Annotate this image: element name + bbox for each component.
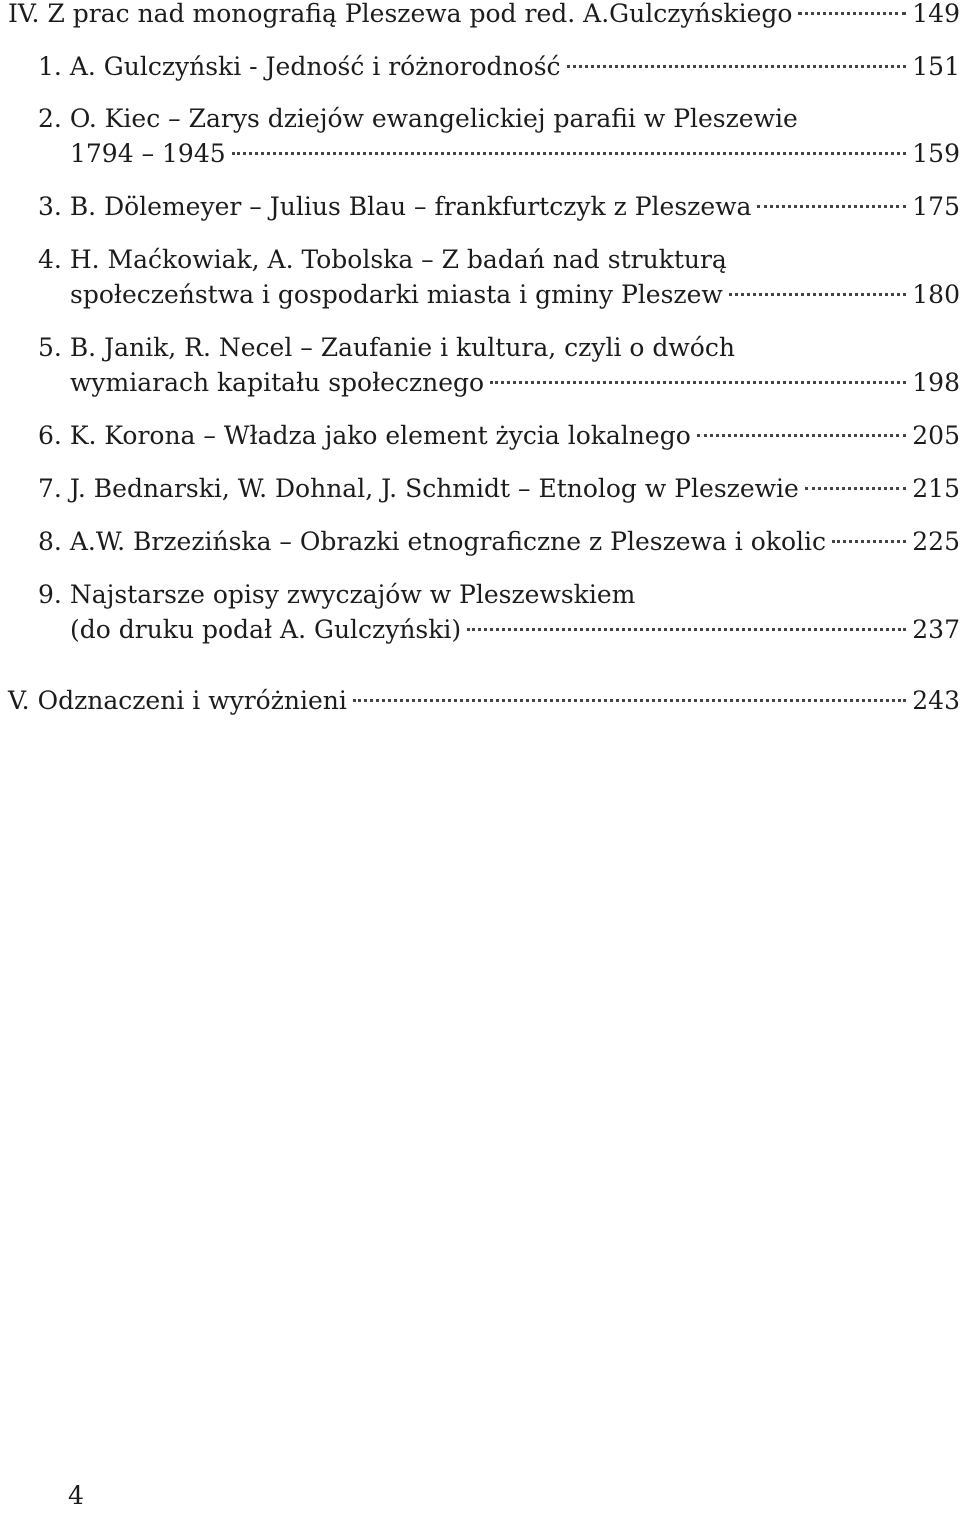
toc-entry-6 [38, 418, 960, 454]
entry-number: 6. [38, 421, 62, 450]
entry-number: 4. [38, 245, 62, 274]
entry-number: 3. [38, 192, 62, 221]
toc-entry-8 [38, 524, 960, 560]
entry-number: 5. [38, 333, 62, 362]
entry-text [38, 524, 826, 560]
entry-title: H. Maćkowiak, A. Tobolska – Z badań nad strukturą [69, 245, 727, 274]
toc-entry-5-line1 [38, 330, 960, 366]
entry-text [38, 418, 691, 454]
toc-entry-2-line1 [38, 101, 960, 137]
page-ref: 159 [912, 139, 960, 168]
toc-entry-5-line2 [70, 365, 960, 401]
entry-text [38, 189, 751, 225]
entry-title: O. Kiec – Zarys dziejów ewangelickiej parafii w Pleszewie [69, 104, 798, 133]
page-ref: 215 [912, 474, 960, 503]
entry-number: 7. [38, 474, 62, 503]
dot-leader [805, 487, 906, 490]
dot-leader [697, 434, 907, 437]
toc-entry-9-line1 [38, 577, 960, 613]
dot-leader [353, 699, 906, 702]
entry-number: 1. [38, 52, 62, 81]
dot-leader [467, 628, 906, 631]
entry-title: A.W. Brzezińska – Obrazki etnograficzne z Pleszewa i okolic [69, 527, 826, 556]
page-ref: 237 [912, 615, 960, 644]
toc-entry-4-line1 [38, 242, 960, 278]
entry-title: A. Gulczyński - Jedność i różnorodność [69, 52, 561, 81]
dot-leader [757, 205, 906, 208]
toc-entry-9-line2 [70, 612, 960, 648]
entry-title-cont: (do druku podał A. Gulczyński) [70, 615, 462, 644]
page-ref: 175 [912, 192, 960, 221]
entry-number: 9. [38, 580, 62, 609]
dot-leader [798, 12, 906, 15]
toc-entry-7 [38, 471, 960, 507]
dot-leader [232, 152, 907, 155]
page-number: 4 [68, 1481, 84, 1510]
page-ref: 205 [912, 421, 960, 450]
entry-title-cont: społeczeństwa i gospodarki miasta i gminy Pleszew [70, 280, 723, 309]
toc-section-iv [8, 0, 960, 32]
page-ref: 198 [912, 368, 960, 397]
section-title: IV. Z prac nad monografią Pleszewa pod red. A.Gulczyńskiego [8, 0, 793, 28]
page-ref: 149 [912, 0, 960, 28]
entry-number: 8. [38, 527, 62, 556]
entry-title: K. Korona – Władza jako element życia lokalnego [69, 421, 691, 450]
entry-title: B. Janik, R. Necel – Zaufanie i kultura, czyli o dwóch [69, 333, 735, 362]
page-ref: 151 [912, 52, 960, 81]
entry-title: J. Bednarski, W. Dohnal, J. Schmidt – Etnolog w Pleszewie [69, 474, 799, 503]
entry-title: Najstarsze opisy zwyczajów w Pleszewskiem [69, 580, 636, 609]
toc-entry-1 [38, 49, 960, 85]
entry-title-cont: wymiarach kapitału społecznego [70, 368, 485, 397]
toc-section-v [8, 683, 960, 719]
section-title: V. Odznaczeni i wyróżnieni [8, 686, 347, 715]
toc-entry-3 [38, 189, 960, 225]
page-ref: 225 [912, 527, 960, 556]
toc-entry-2-line2 [70, 136, 960, 172]
dot-leader [490, 381, 906, 384]
toc-entry-4-line2 [70, 277, 960, 313]
entry-title: B. Dölemeyer – Julius Blau – frankfurtczyk z Pleszewa [69, 192, 752, 221]
entry-title-cont: 1794 – 1945 [70, 139, 226, 168]
dot-leader [729, 293, 907, 296]
entry-text [38, 471, 799, 507]
dot-leader [832, 540, 906, 543]
page-ref: 243 [912, 686, 960, 715]
entry-number: 2. [38, 104, 62, 133]
page-ref: 180 [912, 280, 960, 309]
dot-leader [567, 65, 907, 68]
entry-text [38, 49, 561, 85]
